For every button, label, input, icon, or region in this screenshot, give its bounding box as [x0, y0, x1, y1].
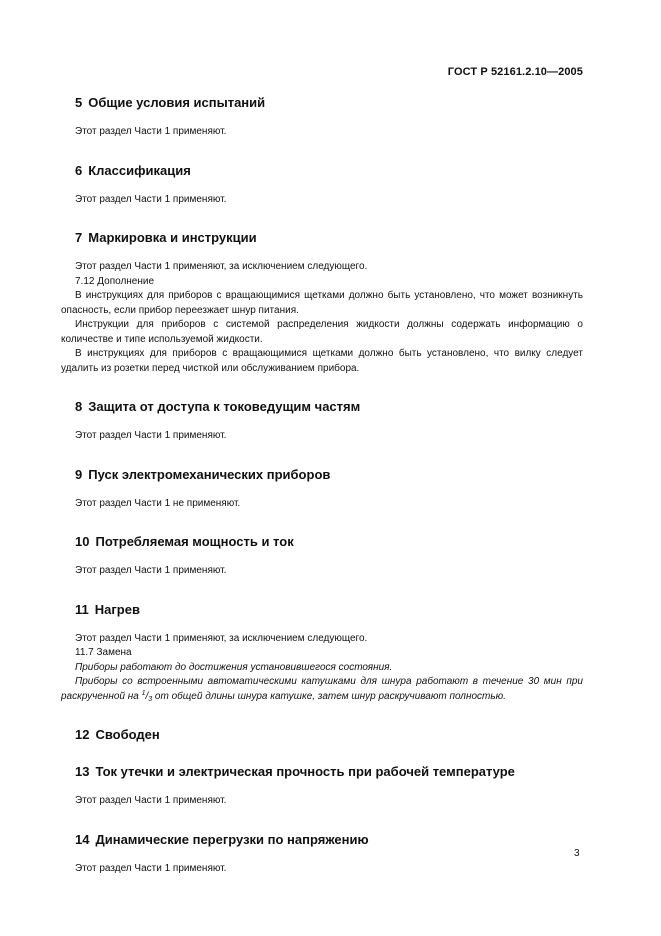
section-5: [75, 94, 583, 140]
section-number: 6: [75, 162, 83, 178]
section-number: 14: [75, 831, 90, 847]
paragraph: Приборы со встроенными автоматическими катушками для шнура работают в течение 30 мин при раскрученной на $^1/_3$ от общей длины шнура катушке, затем шнур раскручивают полностью.: [61, 676, 583, 703]
section-title: Общие условия испытаний: [88, 95, 266, 110]
section-title: Динамические перегрузки по напряжению: [95, 831, 369, 847]
paragraph: Инструкции для приборов с системой распределения жидкости должны содержать информацию о количестве и типе используемой жидкости.: [61, 319, 583, 345]
section-heading: [75, 601, 583, 618]
section-text: Этот раздел Части 1 применяют.: [75, 126, 227, 137]
section-heading: [75, 229, 583, 246]
section-number: 12: [75, 727, 90, 742]
fraction-numerator: 1: [141, 689, 146, 697]
section-title: Ток утечки и электрическая прочность при рабочей температуре: [95, 764, 515, 779]
section-text: Этот раздел Части 1 применяют.: [75, 193, 227, 205]
section-number: 8: [75, 399, 83, 414]
section-title: Маркировка и инструкции: [88, 230, 257, 245]
section-text: Этот раздел Части 1 применяют.: [75, 565, 227, 576]
section-heading: [75, 94, 583, 111]
section-number: 11: [75, 601, 89, 617]
document-content: [61, 94, 583, 898]
section-9: [75, 466, 583, 512]
section-text: Этот раздел Части 1 применяют, за исключением следующего.: [75, 632, 368, 644]
section-text: Этот раздел Части 1 применяют.: [75, 862, 227, 874]
section-number: 10: [75, 534, 90, 549]
section-heading: [75, 533, 583, 550]
section-text: Этот раздел Части 1 применяют.: [75, 430, 227, 441]
section-text: Этот раздел Части 1 применяют.: [75, 795, 227, 806]
paragraph: Приборы работают до достижения установившегося состояния.: [75, 661, 393, 673]
section-heading: [75, 726, 583, 743]
section-8: [75, 398, 583, 444]
section-number: 13: [75, 764, 90, 779]
section-number: 9: [75, 466, 83, 482]
section-13: [75, 763, 583, 809]
section-title: Свободен: [95, 727, 160, 742]
section-number: 7: [75, 230, 83, 245]
section-heading: [75, 162, 583, 179]
section-text: Этот раздел Части 1 применяют, за исключением следующего.: [75, 261, 368, 272]
subsection-heading: 11.7 Замена: [75, 647, 132, 658]
section-title: Потребляемая мощность и ток: [95, 534, 294, 549]
section-title: Защита от доступа к токоведущим частям: [88, 399, 361, 414]
section-heading: [75, 398, 583, 415]
section-number: 5: [75, 95, 83, 110]
section-heading: [75, 831, 583, 848]
section-12: [75, 726, 583, 743]
paragraph-part: от общей длины шнура катушке, затем шнур раскручивают полностью.: [152, 690, 506, 702]
section-6: [75, 162, 583, 208]
section-14: [75, 831, 583, 877]
section-text: Этот раздел Части 1 не применяют.: [75, 497, 241, 509]
section-title: Пуск электромеханических приборов: [88, 466, 331, 482]
subsection-heading: 7.12 Дополнение: [75, 275, 155, 287]
section-10: [75, 533, 583, 579]
section-11: [61, 601, 583, 705]
paragraph: В инструкциях для приборов с вращающимися щетками должно быть установлено, что вилку следует удалить из розетки перед чисткой или обслуживанием прибора.: [61, 348, 583, 374]
paragraph-part: Приборы со встроенными автоматическими катушками для шнура работают в течение 30 мин при раскрученной на: [61, 676, 583, 702]
paragraph: В инструкциях для приборов с вращающимися щетками должно быть установлено, что может возникнуть опасность, если прибор переезжает шнур питания.: [61, 290, 583, 316]
section-title: Нагрев: [94, 601, 140, 617]
section-heading: [75, 763, 583, 780]
section-heading: [75, 466, 583, 483]
section-title: Классификация: [88, 162, 191, 178]
fraction-denominator: 3: [148, 695, 153, 703]
section-7: [61, 229, 583, 376]
document-id-header: ГОСТ Р 52161.2.10—2005: [447, 66, 583, 78]
page-number: 3: [574, 848, 580, 859]
